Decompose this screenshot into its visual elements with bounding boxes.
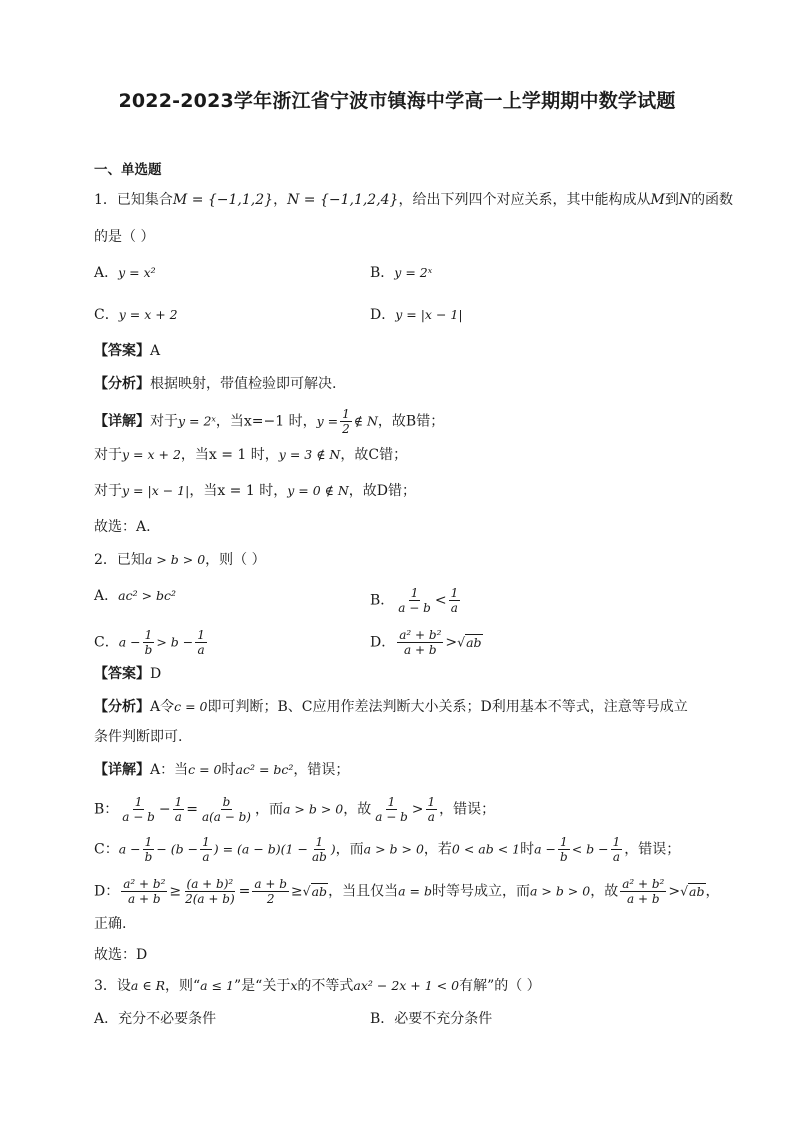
math: a > b > 0 xyxy=(282,801,344,817)
q1-choose: 故选：A. xyxy=(94,519,151,535)
q1-detail-line2 xyxy=(94,445,407,465)
math: a − xyxy=(118,841,141,857)
q1-option-b xyxy=(370,263,432,283)
q1-stem-text: ，给出下列四个对应关系，其中能构成从 xyxy=(398,192,651,208)
text: A：当 xyxy=(150,762,189,778)
q1-stem-text: 的函数 xyxy=(691,192,734,208)
q2-detail-c xyxy=(94,835,680,864)
q2-choose: 故选：D xyxy=(94,947,148,963)
text: ，当且仅当 xyxy=(328,883,399,900)
option-label: A． xyxy=(94,588,119,604)
text: ，故 xyxy=(590,883,619,900)
denominator: b xyxy=(144,643,153,657)
q2-analysis-line2: 条件判断即可. xyxy=(94,729,183,745)
denominator: b xyxy=(560,850,568,864)
fraction xyxy=(200,835,212,864)
denominator: a xyxy=(202,850,210,864)
math: − xyxy=(158,801,171,818)
sqrt-sign: √ xyxy=(457,634,466,650)
q1-answer xyxy=(94,341,160,361)
fraction xyxy=(449,586,461,615)
numerator: a + b xyxy=(254,877,287,891)
numerator: 1 xyxy=(612,835,621,849)
numerator: a² + b² xyxy=(123,877,166,891)
denominator: a xyxy=(450,601,458,615)
text: 3．设 xyxy=(94,978,131,994)
text: ，故 xyxy=(343,801,372,818)
denominator: a xyxy=(427,810,435,824)
denominator: 2 xyxy=(342,422,350,436)
math: < xyxy=(434,592,447,609)
option-expr: y = x² xyxy=(118,265,156,280)
document-title: 2022-2023学年浙江省宁波市镇海中学高一上学期期中数学试题 xyxy=(118,90,676,112)
math: c = 0 xyxy=(188,762,222,777)
fraction xyxy=(143,835,155,864)
denominator: a(a − b) xyxy=(201,810,251,824)
text: ，错误； xyxy=(624,841,681,858)
math: = xyxy=(238,883,251,900)
denominator: a xyxy=(197,643,205,657)
option-label: A． xyxy=(94,265,119,281)
q1-analysis xyxy=(94,374,336,394)
fraction xyxy=(143,628,155,657)
denominator: a − b xyxy=(398,601,431,615)
q1-detail-line1 xyxy=(94,407,444,436)
math: a ≤ 1 xyxy=(200,978,234,993)
answer-tag: 【答案】 xyxy=(94,343,150,359)
math: y = 2ˣ xyxy=(178,413,216,429)
option-expr: ac² > bc² xyxy=(118,588,177,603)
option-label: D． xyxy=(370,307,396,323)
q3-option-a: A．充分不必要条件 xyxy=(94,1011,217,1027)
option-label: B． xyxy=(370,592,395,609)
text: B： xyxy=(94,801,119,818)
text: 对于 xyxy=(94,447,122,463)
math: a > b > 0 xyxy=(529,883,591,899)
math: > xyxy=(668,883,681,900)
math: = xyxy=(186,801,198,818)
math: a − xyxy=(534,841,557,857)
text: 即可判断；B、C应用作差法判断大小关系；D利用基本不等式，注意等号成立 xyxy=(207,699,688,715)
math: a ∈ R xyxy=(130,978,165,993)
denominator: a + b xyxy=(627,892,660,906)
sqrt-body: ab xyxy=(466,634,482,650)
q1-option-c xyxy=(94,305,178,325)
option-expr: y = 2ˣ xyxy=(394,265,433,280)
fraction xyxy=(396,586,433,615)
answer-value: D xyxy=(150,666,162,682)
q1-sep: ， xyxy=(273,192,288,208)
math: a > b > 0 xyxy=(363,841,424,857)
answer-tag: 【答案】 xyxy=(94,666,150,682)
text: ，故C错； xyxy=(340,447,408,463)
text: C： xyxy=(94,841,119,858)
math: y = x + 2 xyxy=(122,447,181,462)
text: 时等号成立，而 xyxy=(431,883,530,900)
analysis-tag: 【分析】 xyxy=(94,376,150,392)
fraction xyxy=(252,877,289,906)
detail-tag: 【详解】 xyxy=(94,762,150,778)
option-expr: y = x + 2 xyxy=(118,307,178,322)
denominator: ab xyxy=(311,850,327,864)
math: − (b − xyxy=(156,841,199,857)
text: 对于 xyxy=(94,483,122,499)
fraction xyxy=(373,795,410,824)
detail-tag: 【详解】 xyxy=(94,413,150,430)
denominator: a + b xyxy=(128,892,161,906)
numerator: a² + b² xyxy=(399,628,442,642)
text: ”是“关于 xyxy=(234,978,291,994)
fraction xyxy=(611,835,623,864)
fraction xyxy=(200,795,253,824)
math: > xyxy=(445,634,458,651)
fraction xyxy=(121,877,167,906)
q2-stem xyxy=(94,550,266,570)
fraction xyxy=(426,795,438,824)
q2-option-a xyxy=(94,586,176,606)
numerator: 1 xyxy=(144,628,153,642)
q2-detail-b xyxy=(94,795,495,824)
math: c = 0 xyxy=(174,699,208,714)
numerator: 1 xyxy=(134,795,143,809)
analysis-text: 根据映射，带值检验即可解决. xyxy=(150,376,337,392)
q1-detail-line3 xyxy=(94,481,416,501)
denominator: 2(a + b) xyxy=(185,892,235,906)
math: y = 0 ∉ N xyxy=(287,483,349,498)
text: ，若 xyxy=(423,841,452,858)
denominator: a − b xyxy=(375,810,408,824)
sqrt-sign: √ xyxy=(302,883,311,899)
q1-option-a xyxy=(94,263,156,283)
numerator: 1 xyxy=(387,795,396,809)
q2-option-b xyxy=(370,586,462,615)
math: ≥ xyxy=(169,883,182,900)
denominator: 2 xyxy=(266,892,275,906)
text: ，错误； xyxy=(293,762,350,778)
analysis-tag: 【分析】 xyxy=(94,699,150,715)
text: 有解”的（ ） xyxy=(459,978,541,994)
denominator: b xyxy=(144,850,153,864)
option-label: B． xyxy=(370,265,395,281)
numerator: 1 xyxy=(410,586,419,600)
text: 时 xyxy=(221,762,236,778)
math: a = b xyxy=(398,883,432,899)
q2-analysis-line1 xyxy=(94,697,688,717)
text: ，当x = 1 时， xyxy=(180,447,279,463)
math: ac² = bc² xyxy=(235,762,294,777)
answer-value: A xyxy=(150,343,161,359)
fraction xyxy=(310,835,329,864)
q1-option-d xyxy=(370,305,463,325)
text: ，错误； xyxy=(439,801,496,818)
text: 对于 xyxy=(150,413,178,430)
text: D： xyxy=(94,883,120,900)
math: ) = (a − b)(1 − xyxy=(213,841,308,857)
numerator: 1 xyxy=(427,795,436,809)
fraction xyxy=(195,628,207,657)
math: ) xyxy=(330,841,336,857)
fraction xyxy=(340,407,352,436)
numerator: 1 xyxy=(174,795,183,809)
numerator: 1 xyxy=(342,407,350,421)
numerator: 1 xyxy=(450,586,459,600)
option-label: C． xyxy=(94,634,119,651)
math: a − xyxy=(118,634,141,650)
math: ∉ N xyxy=(353,413,378,429)
math: ≥ xyxy=(290,883,303,900)
numerator: 1 xyxy=(315,835,324,849)
q1-to: 到 xyxy=(664,192,679,208)
text: ，则“ xyxy=(165,978,201,994)
denominator: a xyxy=(612,850,621,864)
text: ，故D错； xyxy=(348,483,417,499)
q2-detail-d xyxy=(94,877,720,906)
fraction xyxy=(558,835,570,864)
text: A令 xyxy=(150,699,175,715)
option-label: D． xyxy=(370,634,396,651)
q1-m: M xyxy=(650,192,665,208)
math: > xyxy=(411,801,424,818)
q1-stem-text: 1．已知集合 xyxy=(94,192,173,208)
math: a > b > 0 xyxy=(144,552,206,567)
numerator: 1 xyxy=(202,835,210,849)
text: ，当x = 1 时， xyxy=(189,483,288,499)
math: y = 3 ∉ N xyxy=(278,447,341,462)
text: ，而 xyxy=(335,841,364,858)
math: ax² − 2x + 1 < 0 xyxy=(353,978,460,993)
text: 2．已知 xyxy=(94,552,145,568)
numerator: (a + b)² xyxy=(186,877,234,891)
text: ，而 xyxy=(254,801,283,818)
sqrt-sign: √ xyxy=(680,883,689,899)
text: ，故B错； xyxy=(377,413,445,430)
text: 的不等式 xyxy=(297,978,354,994)
q2-detail-a xyxy=(94,760,349,780)
q3-option-b: B．必要不充分条件 xyxy=(370,1011,493,1027)
text: 时 xyxy=(520,841,535,858)
fraction xyxy=(397,628,443,657)
denominator: a + b xyxy=(404,643,437,657)
q2-answer xyxy=(94,664,161,684)
sqrt-body: ab xyxy=(311,883,328,899)
text: ，则（ ） xyxy=(205,552,266,568)
option-label: C． xyxy=(94,307,119,323)
numerator: a² + b² xyxy=(622,877,665,891)
text: ，当x=−1 时， xyxy=(215,413,317,430)
math: y = xyxy=(316,413,339,429)
numerator: 1 xyxy=(144,835,153,849)
q1-set-m: M = {−1,1,2} xyxy=(172,192,274,208)
math: y = |x − 1| xyxy=(122,483,190,498)
numerator: 1 xyxy=(560,835,568,849)
fraction xyxy=(173,795,185,824)
q3-stem xyxy=(94,976,541,996)
q2-detail-d-cont: 正确. xyxy=(94,916,127,932)
denominator: a xyxy=(174,810,182,824)
q2-option-d xyxy=(370,628,483,657)
sqrt-body: ab xyxy=(689,883,705,899)
denominator: a − b xyxy=(122,810,155,824)
text: ， xyxy=(705,883,720,900)
numerator: b xyxy=(222,795,231,809)
math: < b − xyxy=(571,841,609,857)
option-expr: y = |x − 1| xyxy=(395,307,463,322)
math: > b − xyxy=(156,634,194,650)
fraction xyxy=(120,795,157,824)
q2-option-c xyxy=(94,628,209,657)
fraction xyxy=(620,877,666,906)
math: 0 < ab < 1 xyxy=(451,841,521,857)
q1-n: N xyxy=(678,192,692,208)
q1-stem-line2: 的是（ ） xyxy=(94,229,155,245)
q1-stem-line1 xyxy=(94,190,733,210)
math: x xyxy=(290,978,298,993)
q1-set-n: N = {−1,1,2,4} xyxy=(287,192,399,208)
fraction xyxy=(183,877,237,906)
numerator: 1 xyxy=(197,628,205,642)
section-heading: 一、单选题 xyxy=(94,162,162,178)
